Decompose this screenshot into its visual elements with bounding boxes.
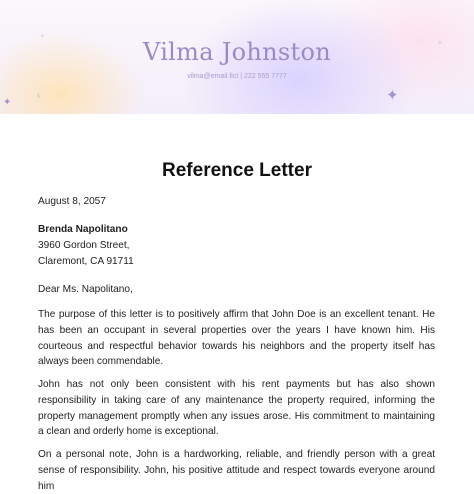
body-paragraph: The purpose of this letter is to positively affirm that John Doe is an excellent tenant. He has been an occupant in several properties over the years I have known him. His courteous and respectful behavior towards his neighbors and the property itself has always been commendable. xyxy=(38,309,435,368)
sparkle-icon: ✦ xyxy=(437,40,443,47)
sparkle-icon: ✦ xyxy=(386,87,399,104)
document-title: Reference Letter xyxy=(162,160,312,181)
sparkle-icon: ✦ xyxy=(40,34,46,40)
letterhead xyxy=(0,0,474,114)
body-paragraph: John has not only been consistent with his rent payments but has also shown responsibility in taking care of any maintenance the property required, informing the property management promptly when any issues arose. His commitment to maintaining a clean and orderly home is exceptional. xyxy=(38,379,435,438)
body-paragraph: On a personal note, John is a hardworking, reliable, and friendly person with a great sense of responsibility. John, his positive attitude and respect towards everyone around him xyxy=(38,449,435,492)
recipient-address-line2: Claremont, CA 91711 xyxy=(38,256,134,267)
sender-contact: vilma@email.fict | 222 555 7777 xyxy=(187,73,287,80)
sender-name: Vilma Johnston xyxy=(142,38,331,66)
letter-date: August 8, 2057 xyxy=(38,196,106,207)
recipient-address-line1: 3960 Gordon Street, xyxy=(38,240,130,251)
greeting: Dear Ms. Napolitano, xyxy=(38,284,133,295)
recipient-name: Brenda Napolitano xyxy=(38,224,128,235)
sparkle-icon: ✦ xyxy=(3,97,12,108)
chevron-icon: ‹ xyxy=(37,90,40,100)
